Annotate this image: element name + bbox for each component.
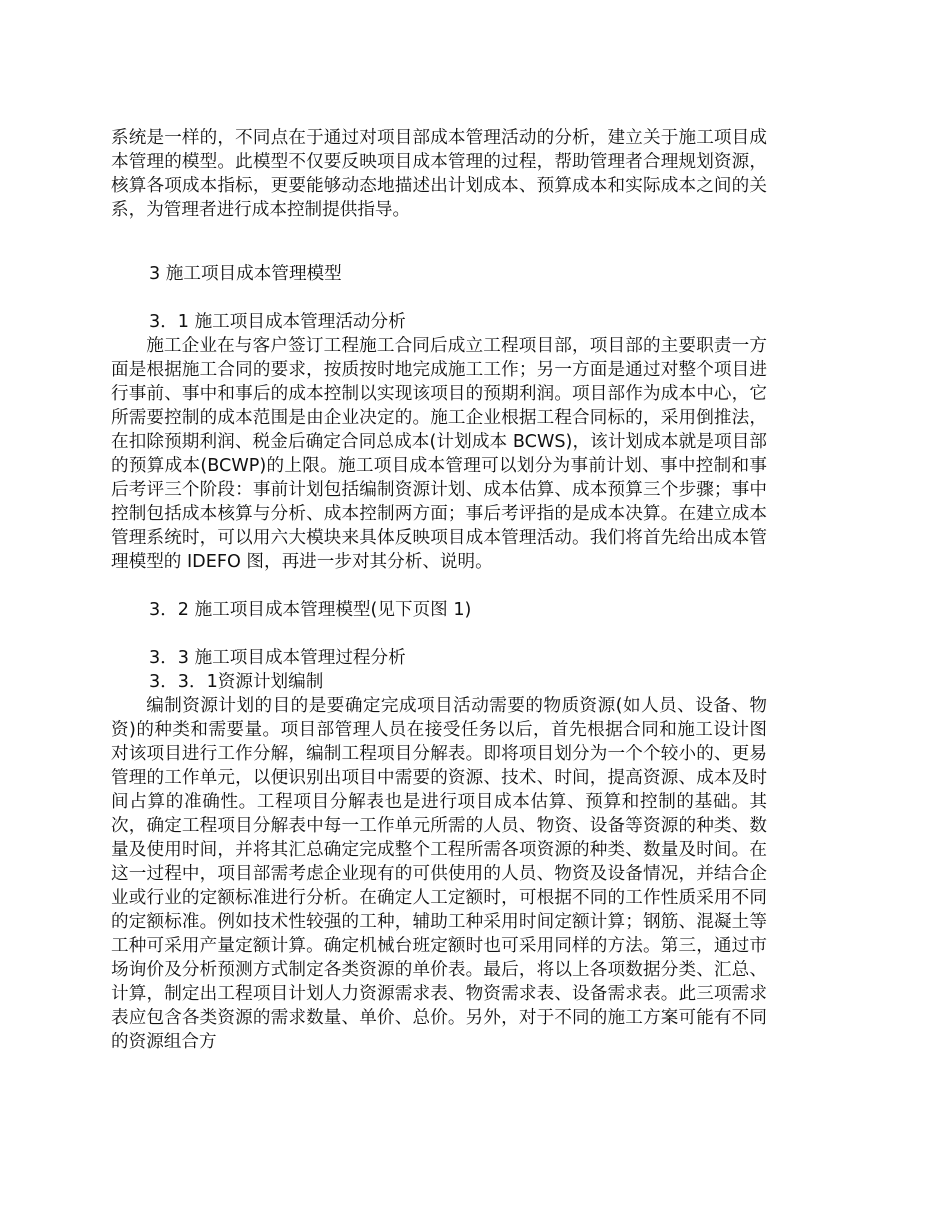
section-heading-3: 3 施工项目成本管理模型 xyxy=(149,264,342,284)
section-heading-3-3-1: 3．3．1资源计划编制 xyxy=(149,672,324,692)
section-heading-3-1: 3．1 施工项目成本管理活动分析 xyxy=(149,312,406,332)
section-heading-3-3: 3．3 施工项目成本管理过程分析 xyxy=(149,648,406,668)
intro-paragraph: 系统是一样的，不同点在于通过对项目部成本管理活动的分析，建立关于施工项目成本管理的模型。此模型不仅要反映项目成本管理的过程，帮助管理者合理规划资源，核算各项成本指标，更要能够动态地描述出计划成本、预算成本和实际成本之间的关系，为管理者进行成本控制提供指导。 xyxy=(111,128,767,220)
section-heading-3-2: 3．2 施工项目成本管理模型(见下页图 1) xyxy=(149,600,472,620)
resource-planning-paragraph: 编制资源计划的目的是要确定完成项目活动需要的物质资源(如人员、设备、物资)的种类和需要量。项目部管理人员在接受任务以后，首先根据合同和施工设计图对该项目进行工作分解，编制工程项目分解表。即将项目划分为一个个较小的、更易管理的工作单元，以便识别出项目中需要的资源、技术、时间，提高资源、成本及时间占算的准确性。工程项目分解表也是进行项目成本估算、预算和控制的基础。其次，确定工程项目分解表中每一工作单元所需的人员、物资、设备等资源的种类、数量及使用时间，并将其汇总确定完成整个工程所需各项资源的种类、数量及时间。在这一过程中，项目部需考虑企业现有的可供使用的人员、物资及设备情况，并结合企业或行业的定额标准进行分析。在确定人工定额时，可根据不同的工作性质采用不同的定额标准。例如技术性较强的工种，辅助工种采用时间定额计算；钢筋、混凝土等工种可采用产量定额计算。确定机械台班定额时也可采用同样的方法。第三，通过市场询价及分析预测方式制定各类资源的单价表。最后，将以上各项数据分类、汇总、计算，制定出工程项目计划人力资源需求表、物资需求表、设备需求表。此三项需求表应包含各类资源的需求数量、单价、总价。另外，对于不同的施工方案可能有不同的资源组合方 xyxy=(111,696,767,1052)
document-page xyxy=(111,126,767,1054)
activity-analysis-paragraph: 施工企业在与客户签订工程施工合同后成立工程项目部，项目部的主要职责一方面是根据施工合同的要求，按质按时地完成施工工作；另一方面是通过对整个项目进行事前、事中和事后的成本控制以实现该项目的预期利润。项目部作为成本中心，它所需要控制的成本范围是由企业决定的。施工企业根据工程合同标的，采用倒推法，在扣除预期利润、税金后确定合同总成本(计划成本 BCWS)，该计划成本就是项目部的预算成本(BCWP)的上限。施工项目成本管理可以划分为事前计划、事中控制和事后考评三个阶段：事前计划包括编制资源计划、成本估算、成本预算三个步骤；事中控制包括成本核算与分析、成本控制两方面；事后考评指的是成本决算。在建立成本管理系统时，可以用六大模块来具体反映项目成本管理活动。我们将首先给出成本管理模型的 IDEFO 图，再进一步对其分析、说明。 xyxy=(111,336,767,572)
